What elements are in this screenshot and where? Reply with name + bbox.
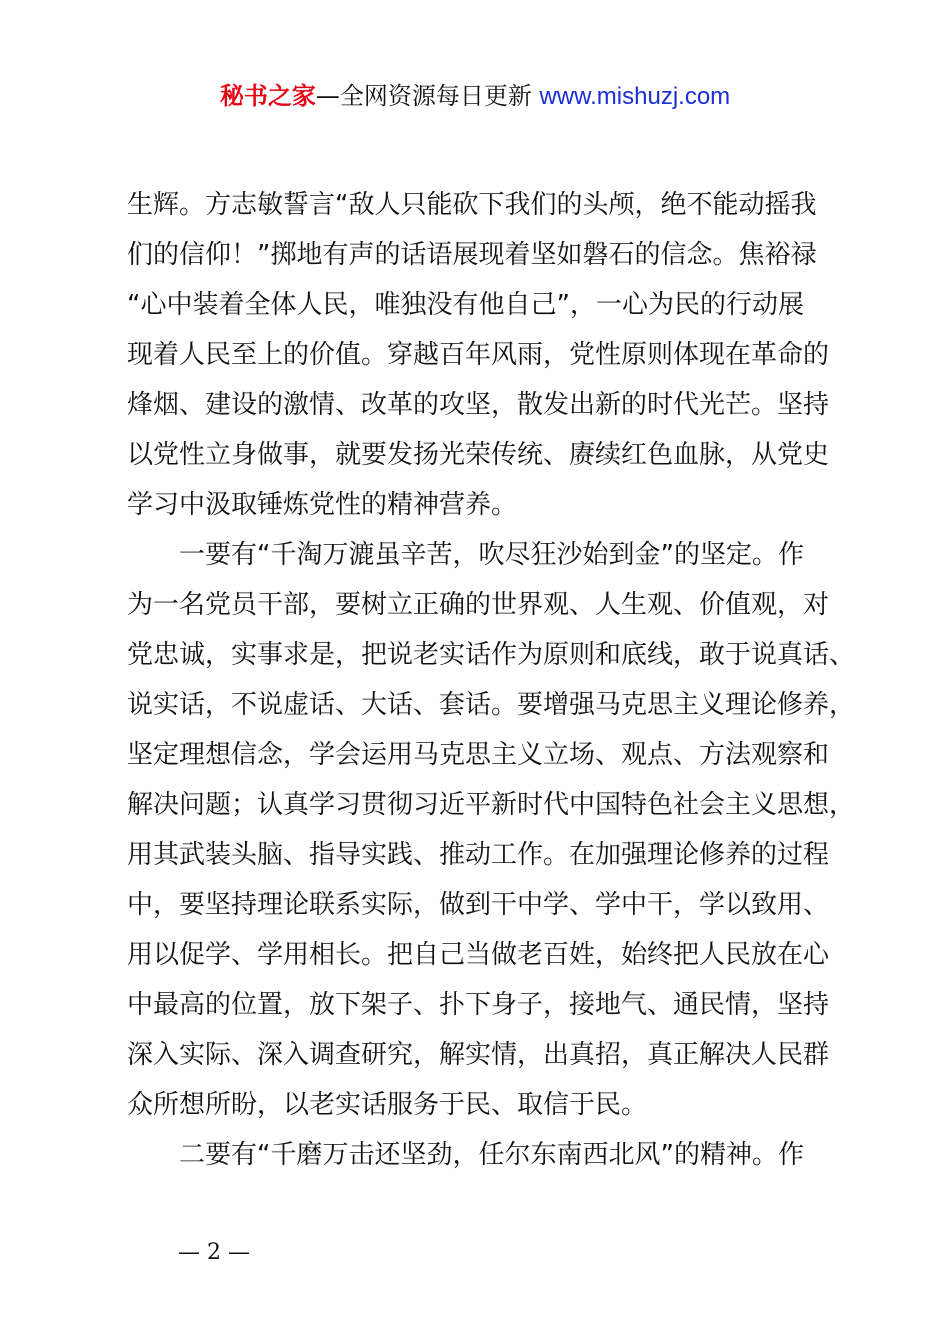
text-line: 众所想所盼，以老实话服务于民、取信于民。 [127, 1090, 648, 1120]
text-line: 们的信仰！”掷地有声的话语展现着坚如磐石的信念。焦裕禄 [127, 240, 817, 270]
paragraph-first-line: 一要有“千淘万漉虽辛苦，吹尽狂沙始到金”的坚定。作 [179, 540, 804, 570]
site-tagline: —全网资源每日更新 [315, 82, 532, 110]
text-line: 深入实际、深入调查研究，解实情，出真招，真正解决人民群 [127, 1040, 830, 1070]
text-line: “心中装着全体人民，唯独没有他自己”，一心为民的行动展 [127, 290, 804, 320]
text-line: 党忠诚，实事求是，把说老实话作为原则和底线，敢于说真话、 [127, 640, 856, 670]
text-line: 烽烟、建设的激情、改革的攻坚，散发出新的时代光芒。坚持 [127, 390, 830, 420]
site-header [0, 78, 950, 115]
article-body [127, 180, 862, 1180]
text-line: 生辉。方志敏誓言“敌人只能砍下我们的头颅，绝不能动摇我 [127, 190, 817, 220]
text-line: 说实话，不说虚话、大话、套话。要增强马克思主义理论修养， [127, 690, 856, 720]
text-line: 用其武装头脑、指导实践、推动工作。在加强理论修养的过程 [127, 840, 830, 870]
site-url-link[interactable]: www.mishuzj.com [539, 83, 731, 110]
text-line: 中，要坚持理论联系实际，做到干中学、学中干，学以致用、 [127, 890, 830, 920]
site-brand: 秘书之家 [219, 82, 316, 110]
text-line: 现着人民至上的价值。穿越百年风雨，党性原则体现在革命的 [127, 340, 830, 370]
text-line: 以党性立身做事，就要发扬光荣传统、赓续红色血脉，从党史 [127, 440, 830, 470]
text-line: 为一名党员干部，要树立正确的世界观、人生观、价值观，对 [127, 590, 830, 620]
page-number: — 2 — [178, 1240, 250, 1265]
text-line: 用以促学、学用相长。把自己当做老百姓，始终把人民放在心 [127, 940, 830, 970]
text-line: 学习中汲取锤炼党性的精神营养。 [127, 490, 518, 520]
text-line: 解决问题；认真学习贯彻习近平新时代中国特色社会主义思想， [127, 790, 856, 820]
paragraph-first-line: 二要有“千磨万击还坚劲，任尔东南西北风”的精神。作 [179, 1140, 804, 1170]
text-line: 中最高的位置，放下架子、扑下身子，接地气、通民情，坚持 [127, 990, 830, 1020]
text-line: 坚定理想信念，学会运用马克思主义立场、观点、方法观察和 [127, 740, 830, 770]
